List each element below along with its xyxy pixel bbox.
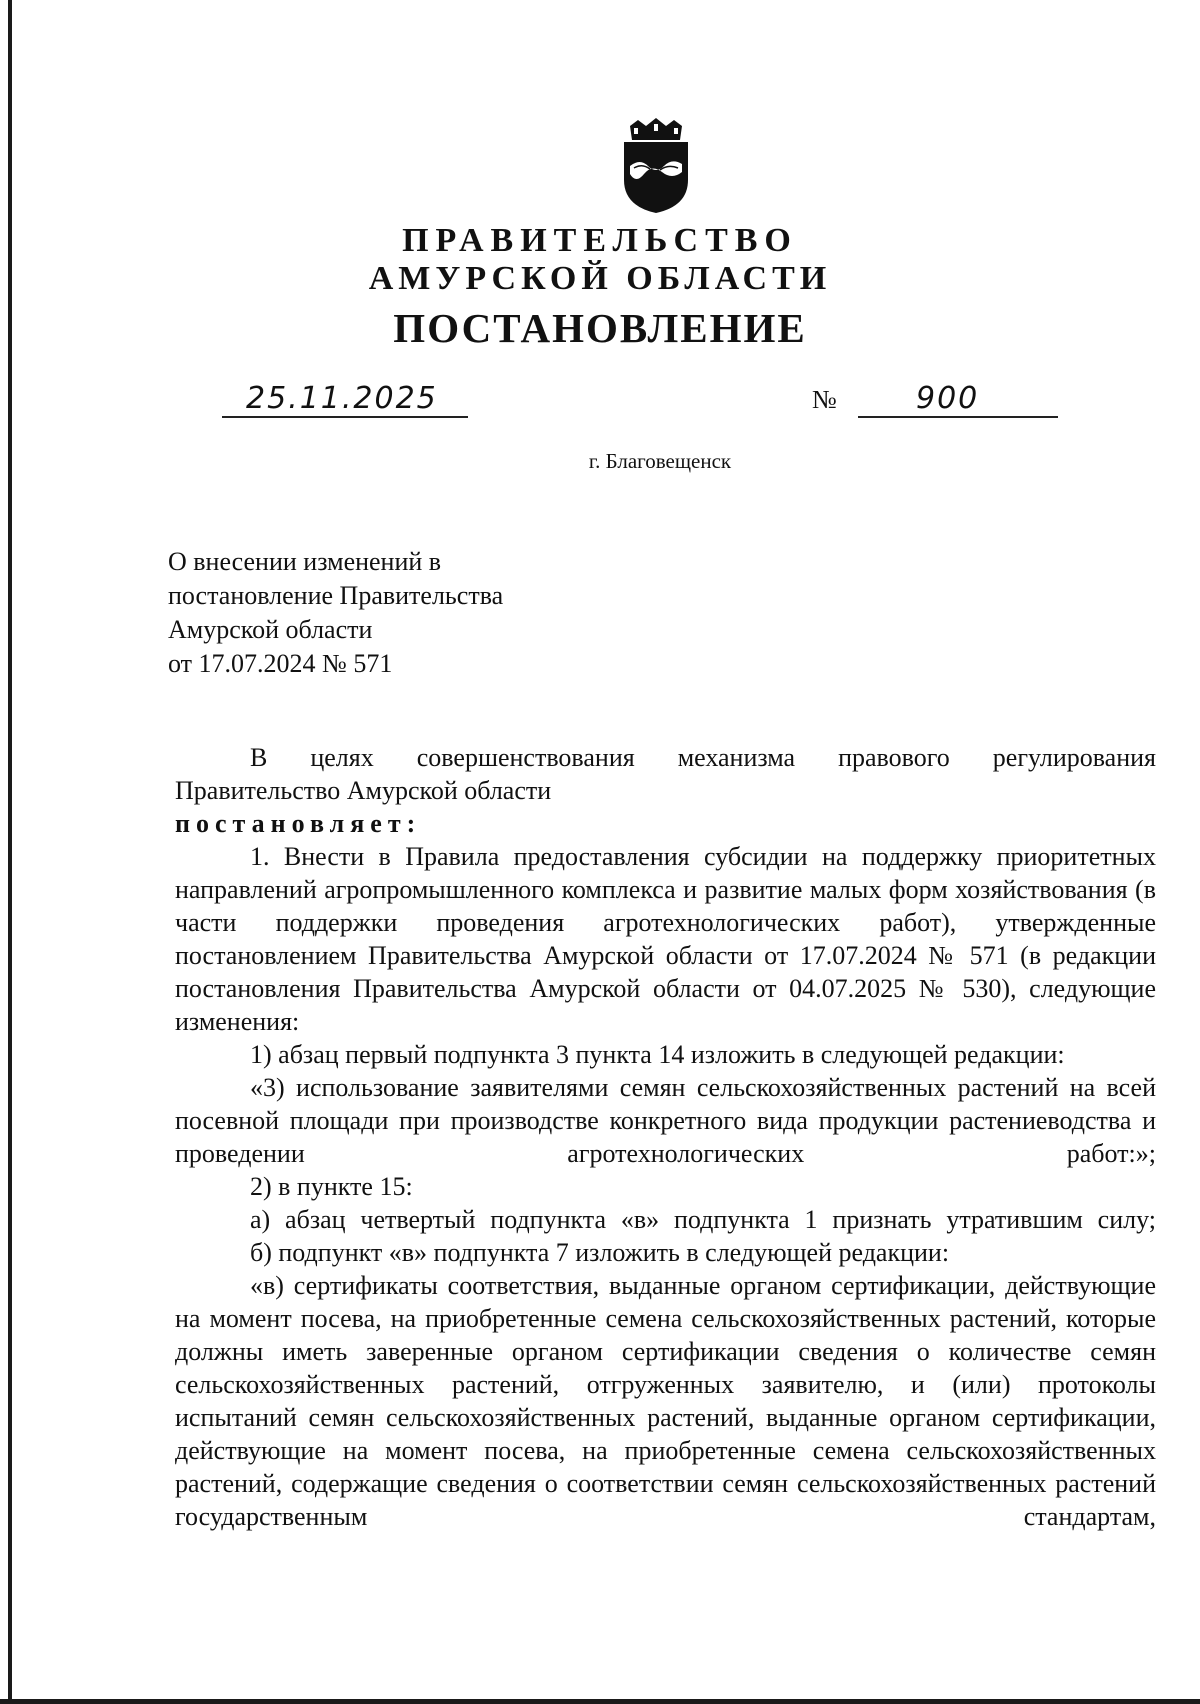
item-1-subitem-1: 1) абзац первый подпункта 3 пункта 14 изложить в следующей редакции: [250, 1040, 1065, 1069]
number-field [858, 382, 1058, 418]
item-1-paragraph: 1. Внести в Правила предоставления субсидии на поддержку приоритетных направлений агропромышленного комплекса и развитие малых форм хозяйствования (в части поддержки проведения агротехнологических работ), утвержденные постановлением Правительства Амурской области от 17.07.2024 № 571 (в редакции постановления Правительства Амурской области от 04.07.2025 № 530), следующие изменения: [175, 842, 1156, 1036]
item-a-paragraph: а) абзац четвертый подпункта «в» подпункта 1 признать утратившим силу; [250, 1205, 1156, 1234]
preamble-line-1: В целях совершенствования механизма правового регулирования [250, 743, 1156, 772]
decree-word: постановляет: [175, 809, 422, 838]
amur-coat-of-arms-emblem [616, 118, 696, 214]
preamble-line-2: Правительство Амурской области [175, 776, 552, 805]
item-1-subitem-2: 2) в пункте 15: [250, 1172, 413, 1201]
item-b-paragraph: б) подпункт «в» подпункта 7 изложить в следующей редакции: [250, 1238, 950, 1267]
document-type-title: ПОСТАНОВЛЕНИЕ [393, 305, 807, 351]
subject-line: постановление Правительства [168, 581, 504, 610]
handwritten-number: 900 [916, 381, 980, 416]
document-body [175, 741, 1156, 1533]
handwritten-date: 25.11.2025 [246, 381, 438, 416]
government-title: ПРАВИТЕЛЬСТВО [402, 222, 798, 259]
subject-line: О внесении изменений в [168, 547, 442, 576]
scan-edge-bottom [0, 1699, 1200, 1704]
date-field [222, 382, 468, 418]
subject-line: от 17.07.2024 № 571 [168, 649, 393, 678]
city-line: г. Благовещенск [588, 449, 732, 473]
number-sign: № [812, 385, 837, 414]
subject-line: Амурской области [168, 615, 373, 644]
region-title: АМУРСКОЙ ОБЛАСТИ [368, 260, 832, 297]
quoted-subitem-3: «3) использование заявителями семян сельскохозяйственных растений на всей посевной площади при производстве конкретного вида продукции растениеводства и проведении агротехнологических работ:»; [175, 1073, 1156, 1168]
quoted-subitem-v: «в) сертификаты соответствия, выданные органом сертификации, действующие на момент посева, на приобретенные семена сельскохозяйственных растений, которые должны иметь заверенные органом сертификации сведения о количестве семян сельскохозяйственных растений, отгруженных заявителю, и (или) протоколы испытаний семян сельскохозяйственных растений, выданные органом сертификации, действующие на момент посева, на приобретенные семена сельскохозяйственных растений, содержащие сведения о соответствии семян сельскохозяйственных растений государственным стандартам, [175, 1271, 1156, 1531]
subject-block [168, 545, 503, 681]
